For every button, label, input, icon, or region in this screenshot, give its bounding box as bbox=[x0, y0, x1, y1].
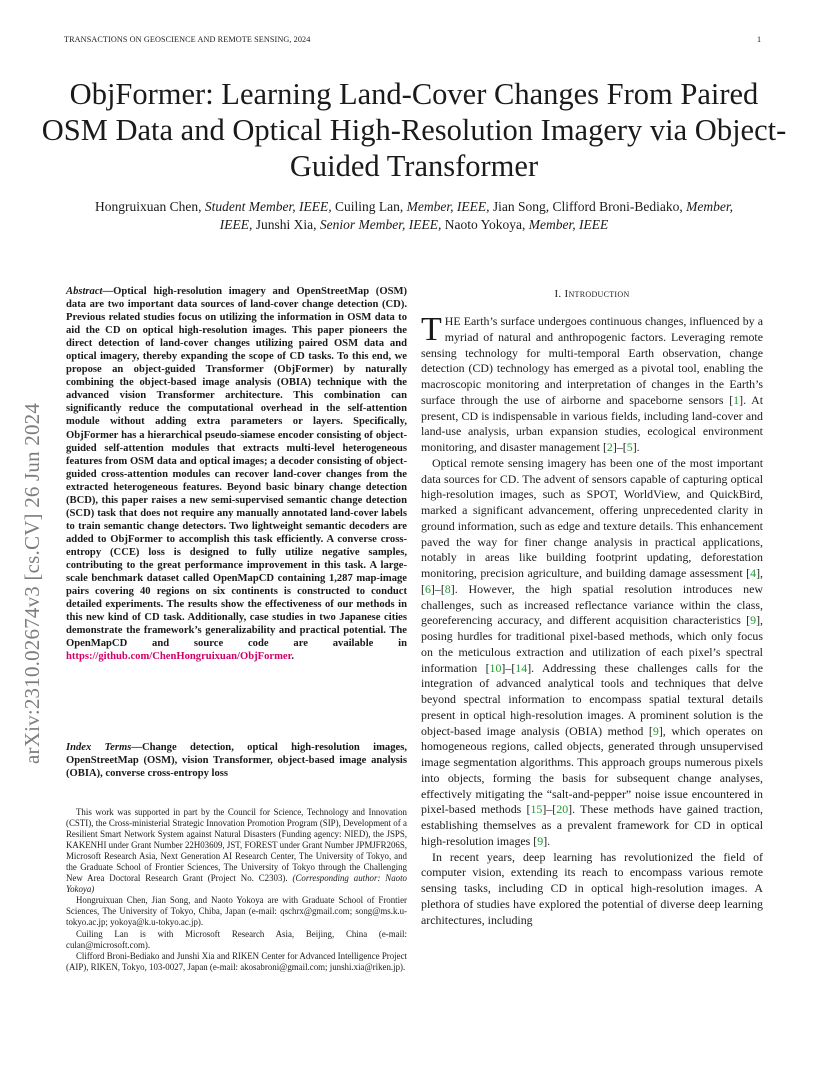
section-heading: I. Introduction bbox=[554, 288, 630, 300]
footnote-affiliation: Clifford Broni-Bediako and Junshi Xia and RIKEN Center for Advanced Intelligence Project (AIP), RIKEN, Tokyo, 103-0027, Japan (e-mail: akosabroni@gmail.com; junshi.xia@riken.jp). bbox=[66, 950, 407, 972]
author-role: Member, IEEE, bbox=[406, 199, 490, 214]
citation-link[interactable]: 2 bbox=[606, 440, 613, 454]
abstract bbox=[66, 285, 407, 663]
author-name: Hongruixuan Chen, bbox=[95, 199, 202, 214]
page-number: 1 bbox=[757, 35, 762, 44]
author-role: Student Member, IEEE, bbox=[204, 199, 332, 214]
citation-link[interactable]: 15 bbox=[530, 802, 543, 817]
running-header: TRANSACTIONS ON GEOSCIENCE AND REMOTE SENSING, 2024 bbox=[64, 35, 311, 44]
index-terms bbox=[66, 741, 407, 780]
citation-link[interactable]: 6 bbox=[424, 581, 431, 596]
author-role: Member, IEEE, bbox=[219, 199, 733, 232]
index-terms-text: —Change detection, optical high-resolution images, OpenStreetMap (OSM), vision Transformer, object-based image analysis (OBIA), converse cross-entropy loss bbox=[66, 742, 407, 780]
author-name: Junshi Xia, bbox=[255, 217, 317, 232]
abstract-text: —Optical high-resolution imagery and OpenStreetMap (OSM) data are two important data sources of land-cover change detection (CD). Previous related studies focus on utilizing the information in OSM data to aid the CD on optical high-resolution images. This paper pioneers the direct detection of land-cover changes utilizing paired OSM data and optical imagery, thereby expanding the scope of CD tasks. To this end, we propose an object-guided Transformer (ObjFormer) by naturally combining the object-based image analysis (OBIA) technique with the advanced vision Transformer architecture. This combination can significantly reduce the computational overhead in the self-attention module without adding extra parameters or layers. Specifically, ObjFormer has a hierarchical pseudo-siamese encoder consisting of object-guided self-attention modules that extracts multi-level heterogeneous features from OSM data and optical images; a decoder consisting of object-guided cross-attention modules can recover land-cover changes from the extracted heterogeneous features. Beyond basic binary change detection (BCD), this paper raises a new semi-supervised semantic change detection (SCD) task that does not require any manually annotated land-cover labels to train semantic change detectors. Two lightweight semantic decoders are added to ObjFormer to accomplish this task efficiently. A converse cross-entropy (CCE) loss is designed to fully utilize negative samples, contributing to the great performance improvement in this task. A large-scale benchmark dataset called OpenMapCD containing 1,287 map-image pairs covering 40 regions on six continents is constructed to conduct detailed experiments. The results show the effectiveness of our methods in this new kind of CD task. Additionally, case studies in two Japanese cities demonstrate the framework’s generalizability and practical potential. The OpenMapCD and source code are available in bbox=[66, 286, 407, 650]
citation-link[interactable]: 4 bbox=[750, 566, 757, 580]
citation-link[interactable]: 5 bbox=[626, 440, 633, 454]
paper-title: ObjFormer: Learning Land-Cover Changes From Paired OSM Data and Optical High-Resolution Imagery via Object-Guided Transformer bbox=[41, 77, 787, 183]
code-link[interactable]: https://github.com/ChenHongruixuan/ObjFormer bbox=[66, 651, 292, 663]
arxiv-stamp: arXiv:2310.02674v3 [cs.CV] 26 Jun 2024 bbox=[20, 402, 44, 764]
author-name: Cuiling Lan, bbox=[334, 199, 404, 214]
abstract-end: . bbox=[291, 651, 294, 663]
author-role: Member, IEEE bbox=[528, 217, 609, 232]
footnotes bbox=[66, 807, 407, 973]
footnote-funding: This work was supported in part by the Council for Science, Technology and Innovation (CSTI), the Cross-ministerial Strategic Innovation Promotion Program (SIP), Development of a Resilient Smart Network System against Natural Disasters (Funding agency: NIED), the JSPS, KAKENHI under Grant Number 22H03609, JST, FOREST under Grant Number JPMJFR206S, Microsoft Research Asia, Next Generation AI Research Center, The University of Tokyo, and the Graduate School of Frontier Sciences, The University of Tokyo through the Challenging New Area Doctoral Research Grant (Project No. C2303). (Corresponding author: Naoto Yokoya) bbox=[66, 807, 407, 895]
citation-link[interactable]: 10 bbox=[489, 660, 502, 675]
abstract-lead: Abstract bbox=[66, 286, 103, 297]
citation-link[interactable]: 9 bbox=[537, 833, 544, 848]
index-terms-lead: Index Terms bbox=[66, 742, 132, 753]
citation-link[interactable]: 20 bbox=[556, 802, 569, 817]
citation-link[interactable]: 9 bbox=[750, 613, 757, 628]
intro-paragraph: In recent years, deep learning has revolutionized the field of computer vision, extending its reach to encompass various remote sensing tasks, including CD in optical high-resolution images. A plethora of studies have explored the potential of diverse deep learning architectures, including bbox=[421, 849, 763, 927]
drop-cap: T bbox=[421, 311, 442, 348]
author-name: Jian Song, Clifford Broni-Bediako, bbox=[492, 199, 683, 214]
citation-link[interactable]: 14 bbox=[515, 660, 528, 675]
citation-link[interactable]: 8 bbox=[444, 581, 451, 596]
author-list bbox=[80, 198, 748, 234]
footnote-affiliation: Cuiling Lan is with Microsoft Research Asia, Beijing, China (e-mail: culan@microsoft.com). bbox=[66, 928, 407, 950]
introduction-body bbox=[421, 311, 764, 928]
author-role: Senior Member, IEEE, bbox=[319, 217, 442, 232]
citation-link[interactable]: 1 bbox=[733, 392, 740, 407]
footnote-affiliation: Hongruixuan Chen, Jian Song, and Naoto Yokoya are with Graduate School of Frontier Sciences, The University of Tokyo, Chiba, Japan (e-mail: qschrx@gmail.com; song@ms.k.u-tokyo.ac.jp; yokoya@k.u-tokyo.ac.jp). bbox=[66, 895, 407, 928]
author-name: Naoto Yokoya, bbox=[444, 217, 526, 232]
intro-paragraph: THE Earth’s surface undergoes continuous changes, influenced by a myriad of natural and anthropogenic factors. Leveraging remote sensing technology for multi-temporal Earth observation, change detection (CD) technology has emerged as a pivotal tool, enabling the macroscopic monitoring and interpretation of changes in the Earth’s surface through the use of airborne and spaceborne sensors [1]. At present, CD is indispensable in various fields, including land-cover and land-use analysis, urban expansion studies, ecological environment monitoring, and disaster management [2]–[5]. bbox=[421, 311, 763, 454]
intro-paragraph: Optical remote sensing imagery has been one of the most important data sources for CD. The advent of sensors capable of capturing optical high-resolution images, such as SPOT, WorldView, and QuickBird, marked a significant advancement, offering unprecedented clarity in ground information, such as edge and texture details. This enhancement paved the way for finer change analysis in practical applications, notably in areas like building footprint updating, deforestation monitoring, precision agriculture, and building damage assessment [4], [6]–[8]. However, the high spatial resolution introduces new challenges, such as increased reflectance variance within the class, georeferencing accuracy, and different acquisition characteristics [9], posing hurdles for traditional pixel-based methods, which only focus on the meticulous extraction and utilization of each pixel’s spectral information [10]–[14]. Addressing these challenges calls for the integration of advanced analytical tools and techniques that delve beyond spectral information to encompass spatial textural details present in optical high-resolution images. A prominent solution is the object-based image analysis (OBIA) method [9], which operates on homogeneous regions, called objects, generated through unsupervised image segmentation algorithms. This approach groups numerous pixels into objects, forming the basis for subsequent change analyses, effectively mitigating the “salt-and-pepper” noise issue encountered in pixel-based methods [15]–[20]. These methods have gained traction, establishing themselves as a prevalent framework for CD in optical high-resolution images [9]. bbox=[421, 455, 764, 848]
citation-link[interactable]: 9 bbox=[652, 723, 659, 738]
